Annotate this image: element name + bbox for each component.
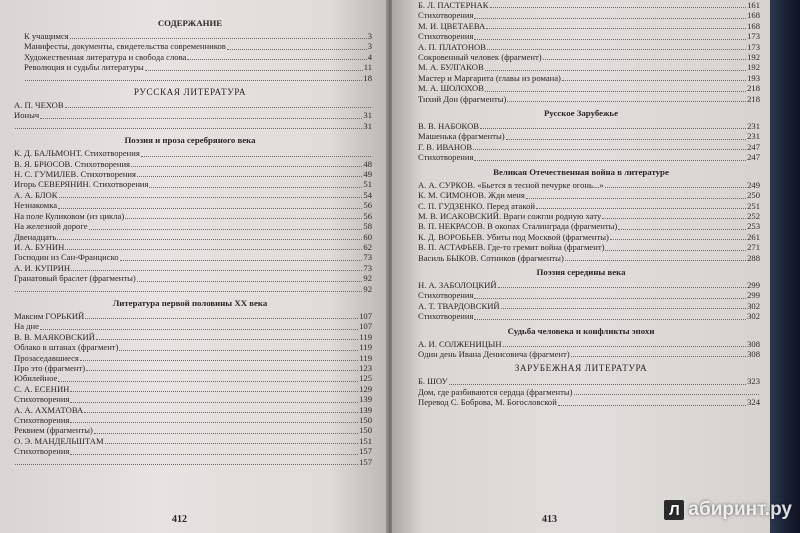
toc-entry [402, 62, 760, 72]
toc-entry [8, 232, 372, 242]
dot-leader [474, 37, 746, 40]
toc-entry-page: 231 [747, 131, 760, 142]
toc-entry [8, 169, 372, 179]
toc-title: СОДЕРЖАНИЕ [157, 18, 223, 28]
dot-leader [131, 164, 362, 167]
dot-leader [571, 354, 746, 357]
toc-entry [8, 405, 372, 415]
toc-entry-title: Один день Ивана Денисовича (фрагмент) [418, 348, 570, 359]
toc-entry-page: 308 [747, 338, 760, 349]
toc-entry [402, 31, 760, 41]
dot-leader [15, 462, 358, 465]
toc-entry [402, 349, 760, 359]
dot-leader [487, 47, 746, 50]
toc-entry-title: Реквием (фрагменты) [14, 425, 93, 436]
toc-entry-title: В. П. АСТАФЬЕВ. Где-то гремит война (фрагмент) [418, 242, 605, 253]
toc-entry-page: 119 [359, 331, 372, 342]
toc-entry-page: 192 [747, 62, 760, 73]
toc-entry-page: 58 [363, 221, 372, 232]
toc-entry-title: Стихотворения [418, 311, 474, 322]
toc-entry [402, 180, 760, 190]
dot-leader [120, 258, 363, 261]
dot-leader [145, 68, 363, 71]
toc-entry-title: Юбилейное [14, 373, 58, 384]
toc-entry-page: 252 [747, 210, 760, 221]
toc-entry-title: Н. А. ЗАБОЛОЦКИЙ [418, 279, 497, 290]
dot-leader [84, 410, 358, 413]
toc-entry-title: В. В. МАЯКОВСКИЙ [14, 331, 95, 342]
toc-entry [402, 339, 760, 349]
toc-entry-title: Василь БЫКОВ. Сотников (фрагменты) [418, 252, 564, 263]
toc-entry-page: 129 [359, 383, 372, 394]
toc-entry-page: 60 [363, 231, 372, 242]
toc-entry-title: И. А. БУНИН [14, 241, 65, 252]
background-edge [770, 0, 800, 533]
toc-entry-page: 247 [747, 141, 760, 152]
toc-entry [8, 52, 372, 62]
dot-leader [562, 78, 746, 81]
toc-entry [402, 121, 760, 131]
section-heading: РУССКАЯ ЛИТЕРАТУРА [133, 87, 247, 98]
toc-entry-page: 250 [747, 190, 760, 201]
dot-leader [503, 344, 746, 347]
toc-entry-page: 253 [747, 221, 760, 232]
toc-entry [8, 321, 372, 331]
toc-entry-title: Революция и судьбы литературы [24, 62, 144, 73]
toc-entry-page: 125 [359, 373, 372, 384]
toc-entry-page: 31 [363, 110, 372, 121]
dot-leader [58, 206, 362, 209]
dot-leader [474, 158, 746, 161]
toc-entry-title: А. А. БЛОК [14, 189, 58, 200]
toc-entry [402, 253, 760, 263]
dot-leader [137, 174, 362, 177]
section-heading: Поэзия и проза серебряного века [124, 135, 256, 146]
toc-entry [8, 446, 372, 456]
dot-leader [501, 306, 746, 309]
toc-entry [8, 159, 372, 169]
toc-entry-title: Облако в штанах (фрагмент) [14, 342, 119, 353]
dot-leader [105, 441, 358, 444]
dot-leader [486, 26, 746, 29]
toc-entry-page: 324 [747, 397, 760, 408]
dot-leader [70, 389, 358, 392]
toc-entry-title: На дне [14, 321, 39, 332]
toc-entry-page: 302 [747, 311, 760, 322]
dot-leader [558, 403, 746, 406]
toc-entry-title: В. В. НАБОКОВ [418, 121, 480, 132]
toc-entry [402, 301, 760, 311]
toc-entry [402, 83, 760, 93]
toc-entry-page: 73 [363, 252, 372, 263]
section-heading: Великая Отечественная война в литературе [493, 166, 669, 177]
toc-entry [402, 0, 760, 10]
toc-entry [402, 387, 760, 397]
dot-leader [605, 248, 746, 251]
toc-entry-page: 92 [363, 273, 372, 284]
toc-entry [402, 290, 760, 300]
toc-entry [8, 332, 372, 342]
dot-leader [80, 358, 359, 361]
toc-entry-title: Перевод С. Боброва, М. Богословской [418, 397, 557, 408]
toc-entry [8, 242, 372, 252]
toc-entry-page: 218 [747, 83, 760, 94]
toc-entry [8, 284, 372, 294]
dot-leader [40, 327, 358, 330]
toc-entry-title: Манифесты, документы, свидетельства современников [24, 41, 226, 52]
dot-leader [618, 227, 746, 230]
toc-entry-page: 218 [747, 93, 760, 104]
toc-entry-title: Стихотворения [418, 31, 474, 42]
toc-entry-page: 119 [359, 342, 372, 353]
toc-entry-title: На поле Куликовом (из цикла) [14, 210, 125, 221]
toc-entry [402, 21, 760, 31]
toc-entry-page: 150 [359, 415, 372, 425]
section-heading: Литература первой половины XX века [112, 297, 268, 308]
toc-entry-page: 139 [359, 394, 372, 405]
toc-entry-title: С. П. ГУДЗЕНКО. Перед атакой [418, 200, 536, 211]
toc-entry-page: 173 [747, 41, 760, 52]
toc-entry [8, 110, 372, 120]
dot-leader [565, 258, 746, 261]
toc-entry [8, 273, 372, 283]
dot-leader [602, 216, 746, 219]
toc-entry [8, 342, 372, 352]
toc-entry [8, 384, 372, 394]
toc-entry [8, 457, 372, 467]
toc-entry-title: Стихотворения [418, 152, 474, 163]
dot-leader [65, 247, 362, 250]
toc-entry-title: Незнакомка [14, 200, 58, 211]
right-toc [402, 0, 760, 408]
toc-entry-page: 251 [747, 200, 760, 211]
left-toc [8, 31, 372, 467]
toc-entry-title: Ионыч [14, 110, 40, 121]
dot-leader [543, 57, 746, 60]
dot-leader [65, 105, 371, 108]
toc-entry-page: 157 [359, 446, 372, 457]
dot-leader [485, 68, 746, 71]
toc-entry-page: 92 [363, 283, 372, 294]
dot-leader [85, 316, 358, 319]
right-page [392, 0, 770, 533]
toc-entry [8, 252, 372, 262]
toc-entry-page: 157 [359, 456, 372, 467]
toc-entry [402, 52, 760, 62]
toc-entry-title: А. П. ПЛАТОНОВ [418, 41, 486, 52]
toc-entry-title: М. И. ЦВЕТАЕВА [418, 20, 486, 31]
toc-entry [8, 221, 372, 231]
dot-leader [485, 89, 746, 92]
toc-entry-page: 302 [747, 300, 760, 311]
toc-entry [8, 148, 372, 158]
watermark [664, 499, 792, 521]
toc-entry-page: 150 [359, 425, 372, 436]
dot-leader [473, 147, 746, 150]
toc-entry-page: 308 [747, 348, 760, 359]
toc-entry-title: А. А. СУРКОВ. «Бьется в тесной печурке огонь...» [418, 179, 604, 190]
dot-leader [70, 400, 358, 403]
toc-entry-title: Мастер и Маргарита (главы из романа) [418, 72, 561, 83]
toc-entry-title: К. М. СИМОНОВ. Жди меня [418, 190, 525, 201]
dot-leader [474, 16, 746, 19]
toc-entry-title: К учащимся [24, 31, 69, 41]
toc-entry-page: 299 [747, 290, 760, 301]
toc-entry-title: Гранатовый браслет (фрагменты) [14, 273, 136, 284]
toc-entry-page: 231 [747, 121, 760, 132]
dot-leader [449, 382, 746, 385]
dot-leader [227, 47, 367, 50]
toc-entry [8, 31, 372, 41]
toc-entry [8, 211, 372, 221]
toc-entry [8, 100, 372, 110]
toc-entry-page: 107 [359, 321, 372, 332]
toc-entry-title: А. Т. ТВАРДОВСКИЙ [418, 300, 500, 311]
page-number-right: 413 [542, 514, 557, 525]
toc-entry-title: В. П. НЕКРАСОВ. В окопах Сталинграда (фрагменты) [418, 221, 618, 232]
toc-entry-page: 73 [363, 262, 372, 273]
section-heading: Русское Зарубежье [544, 108, 618, 119]
toc-entry-title: Стихотворения [14, 394, 70, 405]
toc-entry-page: 168 [747, 20, 760, 31]
toc-entry-title: Сокровенный человек (фрагмент) [418, 52, 542, 63]
toc-entry-page: 54 [363, 189, 372, 200]
toc-entry-page: 31 [363, 120, 372, 131]
toc-entry [8, 121, 372, 131]
toc-entry [8, 394, 372, 404]
toc-entry [402, 152, 760, 162]
toc-entry [402, 190, 760, 200]
toc-entry [8, 200, 372, 210]
toc-entry-title: Тихий Дон (фрагменты) [418, 93, 507, 104]
section-heading: ЗАРУБЕЖНАЯ ЛИТЕРАТУРА [514, 363, 648, 374]
toc-entry-title: Машенька (фрагменты) [418, 131, 505, 142]
watermark-text: абиринт.ру [688, 499, 792, 520]
toc-entry-title: Стихотворения [418, 10, 474, 21]
toc-entry-title: Максим ГОРЬКИЙ [14, 310, 85, 321]
watermark-logo-icon: Л [664, 500, 684, 520]
dot-leader [89, 227, 363, 230]
dot-leader [474, 296, 746, 299]
dot-leader [94, 431, 358, 434]
toc-entry [8, 41, 372, 51]
dot-leader [96, 337, 358, 340]
toc-entry-page: 119 [359, 352, 372, 363]
section-heading: Поэзия середины века [536, 266, 626, 277]
toc-entry-title: С. А. ЕСЕНИН [14, 383, 70, 394]
toc-entry [8, 73, 372, 83]
toc-entry-title: А. А. АХМАТОВА [14, 404, 84, 415]
dot-leader [57, 237, 362, 240]
dot-leader [536, 206, 746, 209]
toc-entry-page: 49 [363, 169, 372, 180]
toc-entry-title: Господин из Сан-Франциско [14, 252, 119, 263]
toc-entry [402, 232, 760, 242]
dot-leader [187, 57, 366, 60]
toc-entry-title: М. А. БУЛГАКОВ [418, 62, 484, 73]
page-number-left: 412 [172, 514, 187, 525]
toc-entry [8, 425, 372, 435]
toc-entry-title: К. Д. ВОРОБЬЕВ. Убиты под Москвой (фрагменты) [418, 231, 609, 242]
dot-leader [119, 348, 358, 351]
toc-entry-title: А. И. КУПРИН [14, 262, 71, 273]
toc-entry-title: Стихотворения [14, 415, 70, 425]
toc-entry-title: К. Д. БАЛЬМОНТ. Стихотворения [14, 148, 140, 159]
toc-entry [402, 201, 760, 211]
dot-leader [70, 420, 358, 423]
toc-entry [8, 353, 372, 363]
toc-entry [402, 73, 760, 83]
toc-entry-page: 107 [359, 310, 372, 321]
dot-leader [40, 116, 362, 119]
dot-leader [141, 154, 371, 157]
toc-entry-title: М. А. ШОЛОХОВ [418, 83, 484, 94]
dot-leader [605, 185, 746, 188]
toc-entry-title: Б. Л. ПАСТЕРНАК [418, 0, 489, 10]
toc-entry [402, 42, 760, 52]
dot-leader [86, 368, 358, 371]
toc-entry [8, 263, 372, 273]
dot-leader [59, 195, 363, 198]
toc-entry-title: Б. ШОУ [418, 376, 448, 387]
toc-entry-page: 56 [363, 210, 372, 221]
dot-leader [71, 268, 362, 271]
dot-leader [70, 36, 367, 39]
toc-entry [402, 94, 760, 104]
dot-leader [70, 452, 358, 455]
toc-entry-title: А. П. ЧЕХОВ [14, 100, 64, 111]
toc-entry-title: Художественная литература и свобода слова [24, 51, 187, 62]
toc-entry [402, 311, 760, 321]
toc-entry-page: 56 [363, 200, 372, 211]
toc-entry-page: 261 [747, 231, 760, 242]
toc-entry-page: 247 [747, 152, 760, 163]
toc-entry-page: 139 [359, 404, 372, 415]
toc-entry [8, 363, 372, 373]
toc-entry-title: Н. С. ГУМИЛЕВ. Стихотворения [14, 169, 136, 180]
toc-entry-page: 4 [367, 51, 372, 62]
toc-entry-page: 299 [747, 279, 760, 290]
dot-leader [58, 379, 358, 382]
section-heading: Судьба человека и конфликты эпохи [507, 325, 655, 336]
toc-entry-title: Стихотворения [14, 446, 70, 457]
toc-entry [8, 311, 372, 321]
toc-entry-title: М. В. ИСАКОВСКИЙ. Враги сожгли родную хату [418, 210, 602, 221]
toc-entry-page: 51 [363, 179, 372, 190]
toc-entry [402, 221, 760, 231]
toc-entry-page: 193 [747, 72, 760, 83]
toc-entry-title: Стихотворения [418, 290, 474, 301]
toc-entry [402, 142, 760, 152]
dot-leader [507, 99, 746, 102]
toc-entry-page: 18 [363, 72, 372, 83]
toc-entry-page: 288 [747, 252, 760, 263]
dot-leader [137, 279, 363, 282]
toc-entry [402, 211, 760, 221]
toc-entry [402, 10, 760, 20]
toc-entry-title: Прозаседавшиеся [14, 352, 79, 363]
dot-leader [474, 317, 746, 320]
toc-entry-title: Про это (фрагмент) [14, 362, 86, 373]
toc-entry [402, 376, 760, 386]
toc-entry-title: Г. В. ИВАНОВ [418, 141, 473, 152]
dot-leader [506, 137, 747, 140]
toc-entry-title: Двенадцать [14, 231, 57, 242]
toc-entry-title: На железной дороге [14, 221, 88, 232]
toc-entry-page: 271 [747, 242, 760, 253]
toc-entry-title: В. Я. БРЮСОВ. Стихотворения [14, 158, 131, 169]
dot-leader [125, 216, 362, 219]
toc-entry-page: 11 [363, 62, 372, 73]
dot-leader [15, 126, 362, 129]
toc-entry [8, 436, 372, 446]
toc-entry [8, 415, 372, 425]
left-page [0, 0, 388, 533]
toc-entry-title: А. И. СОЛЖЕНИЦЫН [418, 338, 502, 349]
toc-entry-title: Игорь СЕВЕРЯНИН. Стихотворения [14, 179, 149, 190]
dot-leader [15, 289, 362, 292]
toc-entry [402, 131, 760, 141]
dot-leader [610, 237, 746, 240]
toc-entry-page: 62 [363, 241, 372, 252]
toc-entry [402, 397, 760, 407]
dot-leader [526, 196, 746, 199]
toc-entry-page: 192 [747, 52, 760, 63]
toc-entry [8, 373, 372, 383]
toc-entry-title: О. Э. МАНДЕЛЬШТАМ [14, 435, 104, 446]
dot-leader [149, 185, 362, 188]
toc-entry-page: 168 [747, 10, 760, 21]
toc-entry-page: 161 [747, 0, 760, 10]
dot-leader [574, 392, 759, 395]
toc-entry [402, 242, 760, 252]
toc-entry-page: 3 [367, 31, 372, 41]
dot-leader [480, 126, 746, 129]
dot-leader [490, 5, 747, 8]
dot-leader [498, 285, 747, 288]
dot-leader [25, 78, 362, 81]
toc-entry-page: 151 [359, 435, 372, 446]
toc-entry-title: Дом, где разбиваются сердца (фрагменты) [418, 386, 573, 397]
toc-entry [8, 190, 372, 200]
toc-entry-page: 3 [367, 41, 372, 52]
toc-entry-page: 173 [747, 31, 760, 42]
toc-entry-page: 48 [363, 158, 372, 169]
toc-entry-page: 249 [747, 179, 760, 190]
toc-entry-page: 123 [359, 362, 372, 373]
toc-entry [8, 62, 372, 72]
toc-entry [8, 179, 372, 189]
toc-entry-page: 323 [747, 376, 760, 387]
toc-entry [402, 280, 760, 290]
